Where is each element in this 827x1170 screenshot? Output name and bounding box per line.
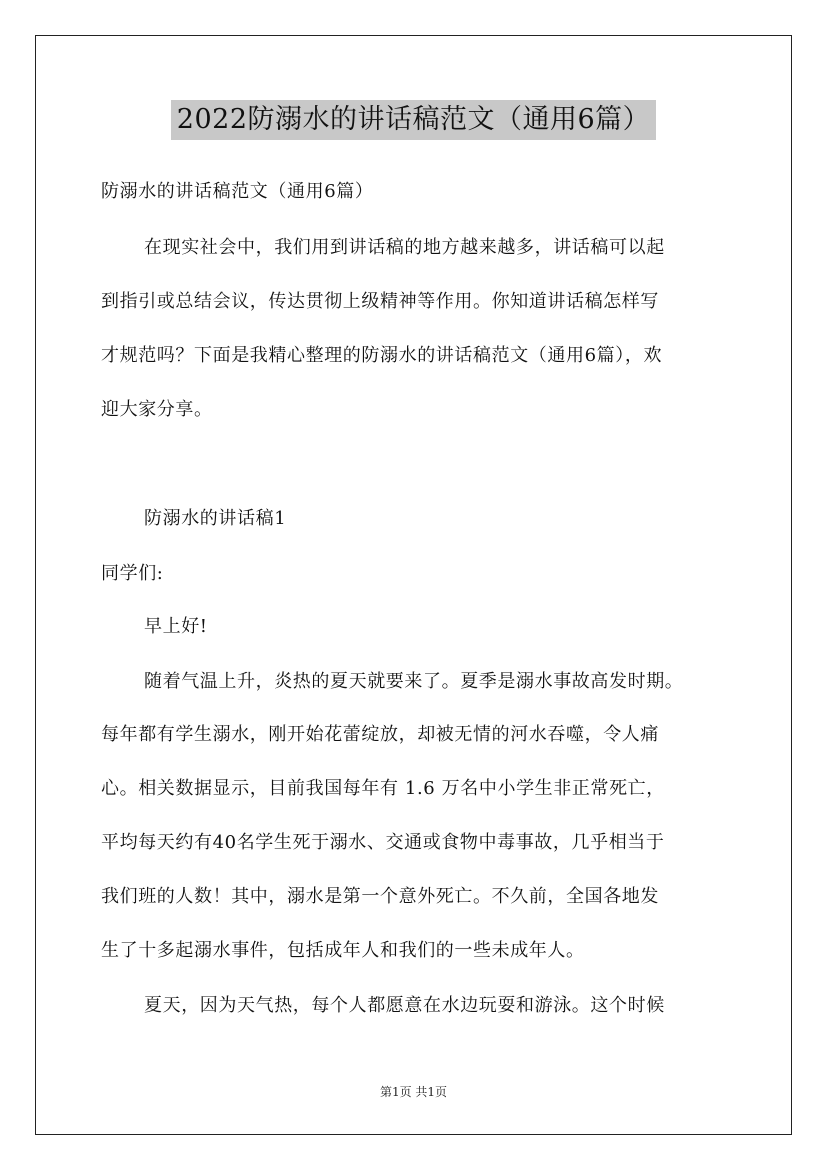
intro-line-4: 迎大家分享。 [101,399,213,420]
intro-line-2: 到指引或总结会议，传达贯彻上级精神等作用。你知道讲话稿怎样写 [101,291,659,312]
intro-line-3: 才规范吗？下面是我精心整理的防溺水的讲话稿范文（通用6篇），欢 [101,345,663,366]
greeting: 早上好! [144,616,208,637]
body-line-7: 夏天，因为天气热，每个人都愿意在水边玩耍和游泳。这个时候 [144,995,665,1016]
intro-line-1: 在现实社会中，我们用到讲话稿的地方越来越多，讲话稿可以起 [144,237,665,258]
title-container [0,100,827,140]
body-line-5: 我们班的人数！其中，溺水是第一个意外死亡。不久前，全国各地发 [101,886,659,907]
body-line-1: 随着气温上升，炎热的夏天就要来了。夏季是溺水事故高发时期。 [144,671,684,692]
body-line-6: 生了十多起溺水事件，包括成年人和我们的一些未成年人。 [101,940,585,961]
body-line-3: 心。相关数据显示，目前我国每年有 1.6 万名中小学生非正常死亡， [101,778,665,799]
document-subtitle: 防溺水的讲话稿范文（通用6篇） [101,181,374,202]
section-heading: 防溺水的讲话稿1 [144,508,287,529]
salutation: 同学们: [101,563,164,584]
document-title: 2022防溺水的讲话稿范文（通用6篇） [171,100,656,140]
body-line-2: 每年都有学生溺水，刚开始花蕾绽放，却被无情的河水吞噬，令人痛 [101,724,659,745]
page-footer: 第1页 共1页 [379,1085,448,1099]
body-line-4: 平均每天约有40名学生死于溺水、交通或食物中毒事故，几乎相当于 [101,832,665,853]
